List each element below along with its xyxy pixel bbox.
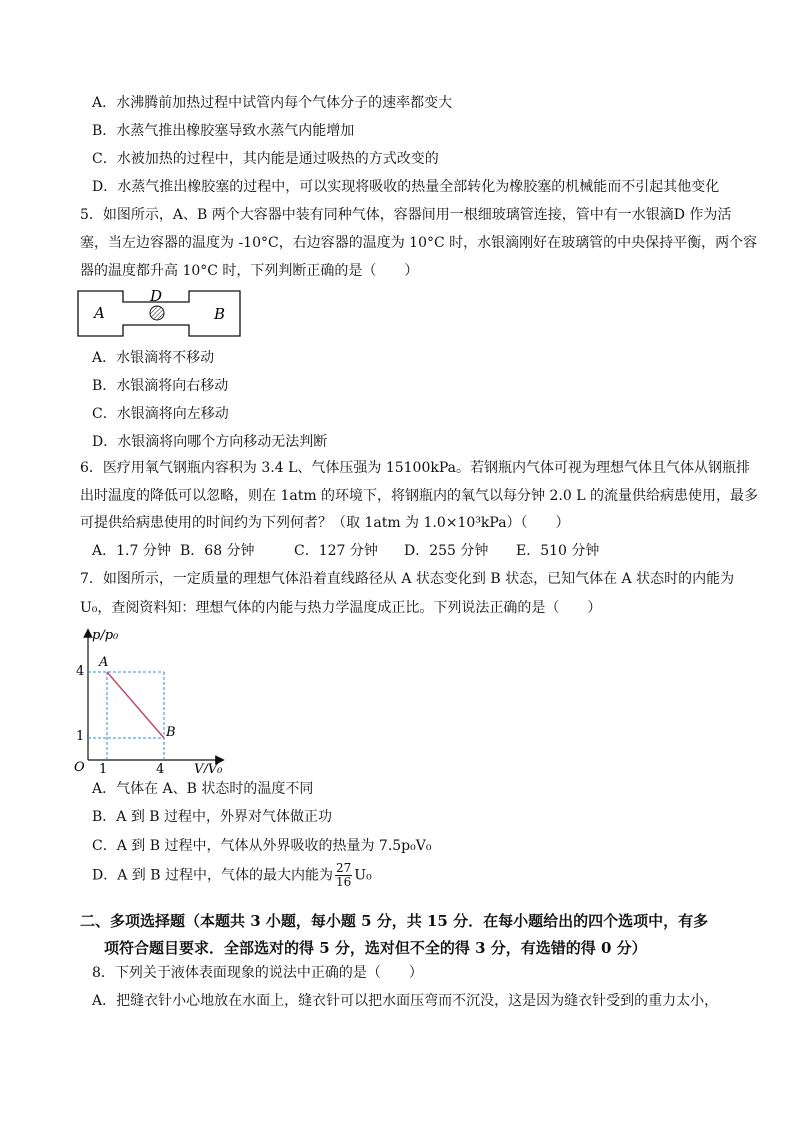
q5-stem-line-1: 5．如图所示，A、B 两个大容器中装有同种气体，容器间用一根细玻璃管连接，管中有一水银滴D 作为活 <box>80 207 732 223</box>
q4-option-a: A．水沸腾前加热过程中试管内每个气体分子的速率都变大 <box>92 95 453 111</box>
section-2-heading-line-2: 项符合题目要求．全部选对的得 5 分，选对但不全的得 3 分，有选错的得 0 分） <box>104 939 647 957</box>
container-b-label: B <box>214 305 226 323</box>
y-tick-4: 4 <box>76 664 85 679</box>
q4-option-b: B．水蒸气推出橡胶塞导致水蒸气内能增加 <box>92 123 355 139</box>
x-tick-4: 4 <box>156 762 165 773</box>
q7-option-b: B．A 到 B 过程中，外界对气体做正功 <box>92 809 333 825</box>
point-b-label: B <box>166 725 176 740</box>
q5-option-c: C．水银滴将向左移动 <box>92 406 229 422</box>
q5-container-figure <box>76 286 246 340</box>
y-tick-1: 1 <box>76 729 85 744</box>
q6-option-c: C．127 分钟 <box>294 543 378 559</box>
process-line-a-to-b <box>107 672 164 738</box>
q6-option-e: E．510 分钟 <box>516 543 600 559</box>
fraction-denominator: 16 <box>335 875 352 889</box>
q8-option-a: A．把缝衣针小心地放在水面上，缝衣针可以把水面压弯而不沉没，这是因为缝衣针受到的重力太小， <box>92 993 719 1009</box>
q6-option-a: A．1.7 分钟 <box>92 543 171 559</box>
q4-option-c: C．水被加热的过程中，其内能是通过吸热的方式改变的 <box>92 151 439 167</box>
q5-option-b: B．水银滴将向右移动 <box>92 378 229 394</box>
q6-options <box>92 541 599 561</box>
q7-pv-graph <box>70 625 230 773</box>
drop-d-label: D <box>150 287 163 305</box>
q7-option-c: C．A 到 B 过程中，气体从外界吸收的热量为 7.5p₀V₀ <box>92 838 432 854</box>
q5-stem-line-3: 器的温度都升高 10°C 时，下列判断正确的是（ ） <box>80 263 419 279</box>
point-a-label: A <box>99 655 109 670</box>
section-2-heading-line-1: 二、多项选择题（本题共 3 小题，每小题 5 分，共 15 分．在每小题给出的四个选项中，有多 <box>80 912 709 930</box>
origin-label: O <box>74 760 85 773</box>
y-axis-label: p/p₀ <box>92 628 119 643</box>
x-tick-1: 1 <box>99 762 108 773</box>
q7-stem-line-2: U₀，查阅资料知：理想气体的内能与热力学温度成正比。下列说法正确的是（ ） <box>80 600 602 616</box>
x-axis-label: V/V₀ <box>194 762 223 773</box>
q5-stem-line-2: 塞，当左边容器的温度为 -10°C，右边容器的温度为 10°C 时，水银滴刚好在玻璃管的中央保持平衡，两个容 <box>80 235 758 251</box>
q6-option-b: B．68 分钟 <box>180 543 255 559</box>
q6-option-d: D．255 分钟 <box>404 543 489 559</box>
container-a-label: A <box>94 304 105 322</box>
mercury-drop <box>150 306 164 320</box>
q8-stem: 8．下列关于液体表面现象的说法中正确的是（ ） <box>92 965 423 981</box>
q4-option-d: D．水蒸气推出橡胶塞的过程中，可以实现将吸收的热量全部转化为橡胶塞的机械能而不引起其他变化 <box>92 179 720 195</box>
q7-option-d-prefix: D．A 到 B 过程中，气体的最大内能为 <box>92 867 333 884</box>
q7-option-d-suffix: U₀ <box>354 867 372 884</box>
q5-option-d: D．水银滴将向哪个方向移动无法判断 <box>92 434 328 450</box>
fraction-numerator: 27 <box>335 861 352 875</box>
q6-stem-line-3: 可提供给病患使用的时间约为下列何者？（取 1atm 为 1.0×10³kPa）（ ） <box>80 515 570 531</box>
q7-option-d <box>92 862 372 889</box>
q6-stem-line-2: 出时温度的降低可以忽略，则在 1atm 的环境下，将钢瓶内的氧气以每分钟 2.0 L 的流量供给病患使用，最多 <box>80 488 758 504</box>
q5-option-a: A．水银滴将不移动 <box>92 350 215 366</box>
q7-option-a: A．气体在 A、B 状态时的温度不同 <box>92 781 314 797</box>
q7-option-d-fraction <box>335 862 352 889</box>
q7-stem-line-1: 7．如图所示，一定质量的理想气体沿着直线路径从 A 状态变化到 B 状态，已知气体在 A 状态时的内能为 <box>80 571 735 587</box>
q6-stem-line-1: 6．医疗用氧气钢瓶内容积为 3.4 L、气体压强为 15100kPa。若钢瓶内气体可视为理想气体且气体从钢瓶排 <box>80 460 750 476</box>
